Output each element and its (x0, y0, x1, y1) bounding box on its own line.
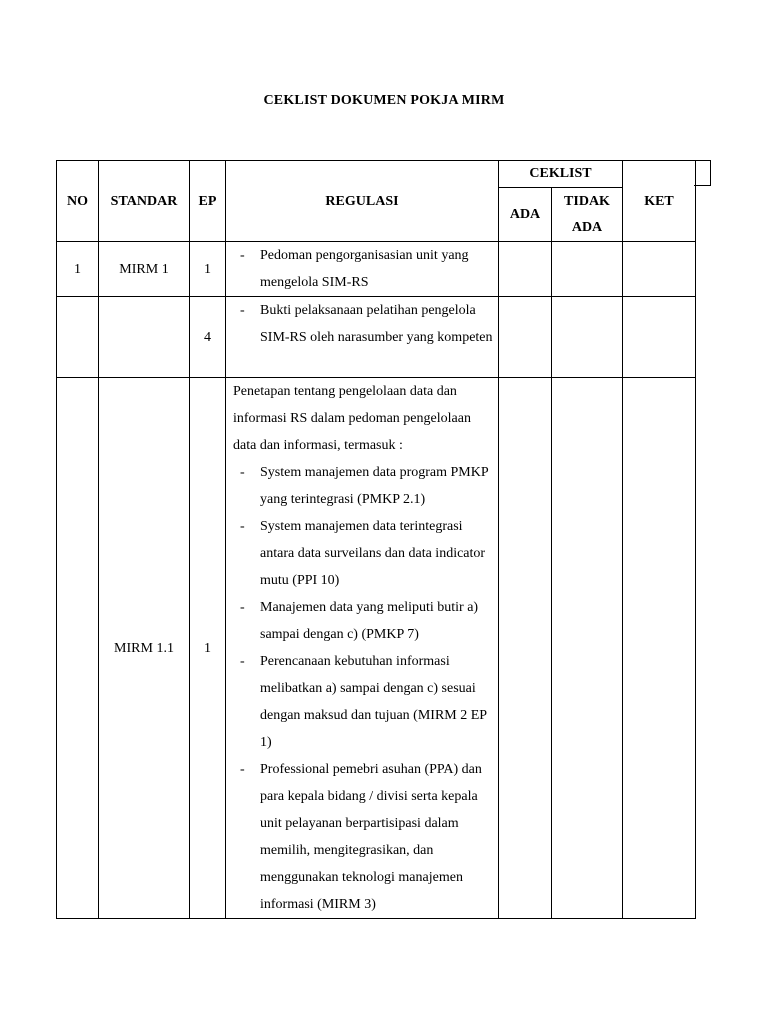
row-ada-cell[interactable] (499, 242, 552, 297)
header-tidak-ada-line1: TIDAK (564, 193, 610, 209)
row-ket-cell[interactable] (623, 297, 696, 378)
row-standar: MIRM 1 (99, 242, 190, 297)
header-ceklist: CEKLIST (499, 161, 623, 188)
row-standar: MIRM 1.1 (99, 378, 190, 919)
regulasi-item: - Bukti pelaksanaan pelatihan pengelola SIM-RS oleh narasumber yang kompeten (233, 297, 494, 351)
header-ep: EP (190, 161, 226, 242)
row-ada-cell[interactable] (499, 297, 552, 378)
regulasi-item: - System manajemen data terintegrasi antara data surveilans dan data indicator mutu (PPI 10) (233, 513, 494, 594)
regulasi-item: - Manajemen data yang meliputi butir a) sampai dengan c) (PMKP 7) (233, 594, 494, 648)
document-title: CEKLIST DOKUMEN POKJA MIRM (263, 93, 505, 108)
row-regulasi (226, 297, 499, 378)
header-no: NO (57, 161, 99, 242)
row-no: 1 (57, 242, 99, 297)
row-no (57, 378, 99, 919)
header-regulasi: REGULASI (226, 161, 499, 242)
row-ada-cell[interactable] (499, 378, 552, 919)
row-tidak-ada-cell[interactable] (552, 378, 623, 919)
row-no (57, 297, 99, 378)
regulasi-item: - Pedoman pengorganisasian unit yang mengelola SIM-RS (233, 242, 494, 296)
checklist-table (56, 160, 696, 919)
header-tidak-ada-line2: ADA (571, 219, 603, 235)
regulasi-item: - Perencanaan kebutuhan informasi melibatkan a) sampai dengan c) sesuai dengan maksud dan tujuan (MIRM 2 EP 1) (233, 648, 494, 756)
row-tidak-ada-cell[interactable] (552, 242, 623, 297)
regulasi-list (233, 459, 494, 918)
regulasi-intro: Penetapan tentang pengelolaan data dan informasi RS dalam pedoman pengelolaan data dan informasi, termasuk : (233, 384, 471, 453)
regulasi-list (233, 242, 494, 296)
header-ada: ADA (499, 188, 552, 242)
row-regulasi (226, 242, 499, 297)
row-tidak-ada-cell[interactable] (552, 297, 623, 378)
table-row (57, 378, 696, 919)
table-row (57, 297, 696, 378)
header-standar: STANDAR (99, 161, 190, 242)
row-standar (99, 297, 190, 378)
row-ep: 1 (190, 378, 226, 919)
row-regulasi (226, 378, 499, 919)
regulasi-item: - System manajemen data program PMKP yang terintegrasi (PMKP 2.1) (233, 459, 494, 513)
row-ket-cell[interactable] (623, 242, 696, 297)
table-corner-box (694, 160, 711, 186)
header-tidak-ada (552, 188, 623, 242)
row-ket-cell[interactable] (623, 378, 696, 919)
regulasi-item: - Professional pemebri asuhan (PPA) dan para kepala bidang / divisi serta kepala unit pelayanan berpartisipasi dalam memilih, mengitegrasikan, dan menggunakan teknologi manajemen informasi (MIRM 3) (233, 756, 494, 918)
row-ep: 1 (190, 242, 226, 297)
table-row (57, 242, 696, 297)
row-ep: 4 (190, 297, 226, 378)
header-row-top (57, 161, 696, 188)
header-ket: KET (623, 161, 696, 242)
regulasi-list (233, 297, 494, 351)
